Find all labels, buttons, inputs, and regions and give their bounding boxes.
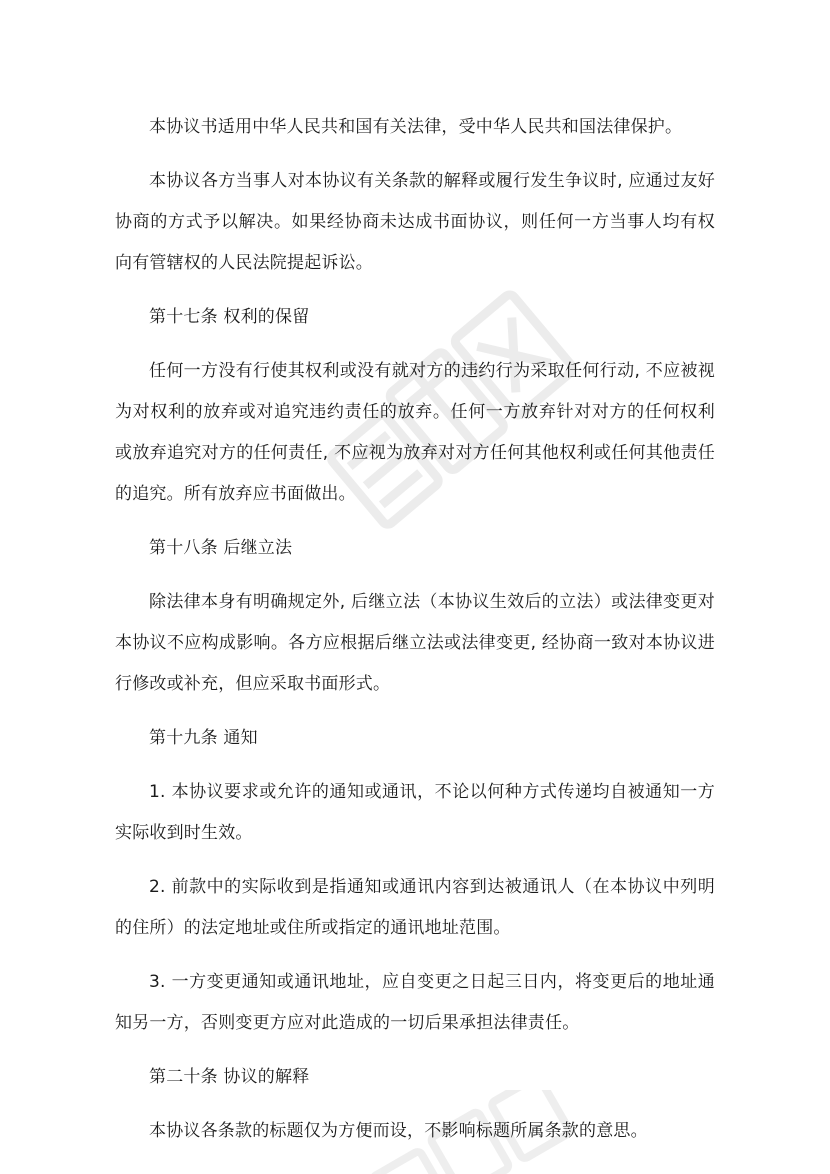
- paragraph-interpretation: 本协议各条款的标题仅为方便而设，不影响标题所属条款的意思。: [149, 1121, 648, 1141]
- paragraph-governing-law: 本协议书适用中华人民共和国有关法律，受中华人民共和国法律保护。: [149, 117, 683, 137]
- document-body: [115, 107, 715, 1165]
- heading-article-19: 第十九条 通知: [149, 728, 258, 748]
- heading-article-17: 第十七条 权利的保留: [149, 307, 310, 327]
- heading-article-20: 第二十条 协议的解释: [149, 1067, 310, 1087]
- paragraph-notice-2: 2. 前款中的实际收到是指通知或通讯内容到达被通讯人（在本协议中列明的住所）的法定地址或住所或指定的通讯地址范围。: [115, 877, 715, 938]
- paragraph-waiver-of-rights: 任何一方没有行使其权利或没有就对方的违约行为采取任何行动, 不应被视为对权利的放弃或对追究违约责任的放弃。任何一方放弃针对对方的任何权利或放弃追究对方的任何责任, 不应视为放弃对对方任何其他权利或任何其他责任的追究。所有放弃应书面做出。: [115, 361, 715, 504]
- heading-article-18: 第十八条 后继立法: [149, 538, 293, 558]
- paragraph-subsequent-legislation: 除法律本身有明确规定外, 后继立法（本协议生效后的立法）或法律变更对本协议不应构成影响。各方应根据后继立法或法律变更, 经协商一致对本协议进行修改或补充，但应采取书面形式。: [115, 592, 715, 694]
- paragraph-notice-3: 3. 一方变更通知或通讯地址，应自变更之日起三日内，将变更后的地址通知另一方，否则变更方应对此造成的一切后果承担法律责任。: [115, 972, 715, 1033]
- paragraph-dispute-resolution: 本协议各方当事人对本协议有关条款的解释或履行发生争议时, 应通过友好协商的方式予以解决。如果经协商未达成书面协议，则任何一方当事人均有权向有管辖权的人民法院提起诉讼。: [115, 171, 715, 273]
- paragraph-notice-1: 1. 本协议要求或允许的通知或通讯，不论以何种方式传递均自被通知一方实际收到时生效。: [115, 782, 715, 843]
